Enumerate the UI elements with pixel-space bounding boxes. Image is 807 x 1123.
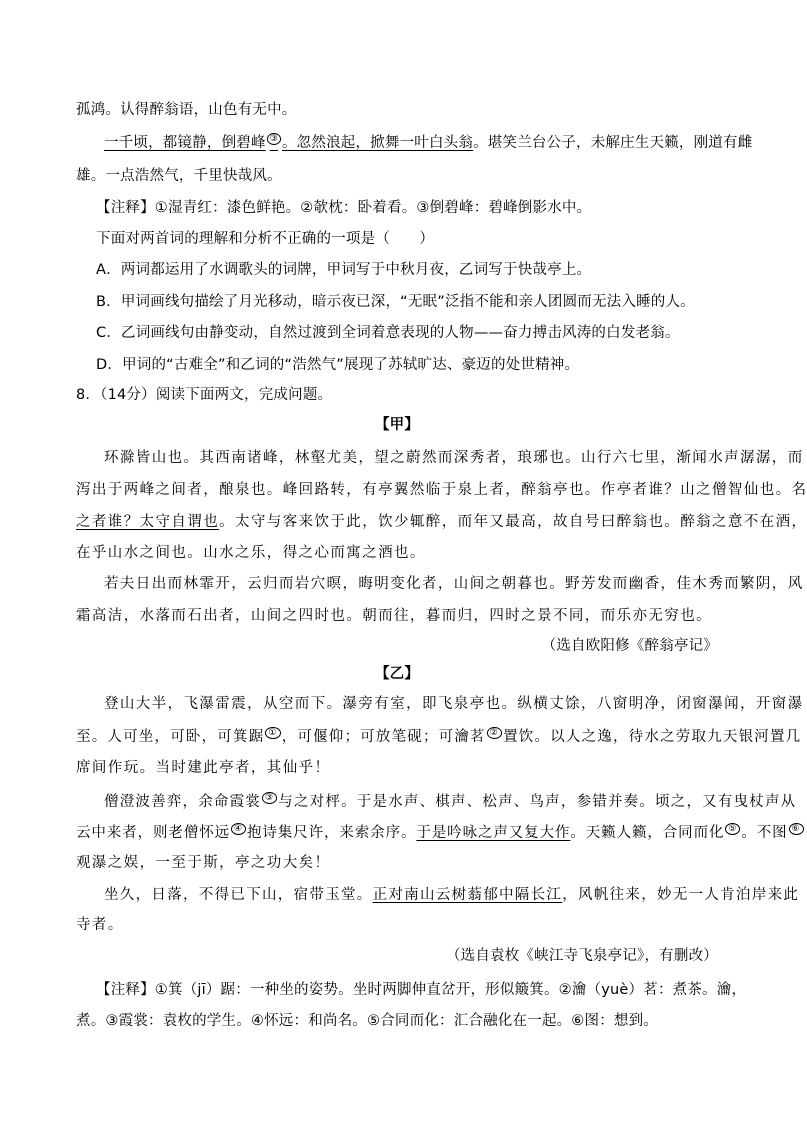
passage-text: 僧澄波善弈，余命霞裳 [104,794,261,810]
footnote-marker: ③ [267,133,281,145]
footnote-marker: ⑥ [789,823,804,835]
underlined-text: 。忽然浪起，掀舞一叶白头翁 [281,135,474,151]
underlined-phrase: 于是吟咏之声又复大作 [416,825,571,841]
source-citation: （选自欧阳修《醉翁亭记》 [541,638,718,654]
footnote-marker: ③ [262,792,277,804]
passage-text: 与之对枰。于是水声、棋声、松声、鸟声，参错并奏。顷之，又有曳杖声从 [278,794,797,810]
passage-text: ，风帆往来，妙无一人肯泊岸来此 [562,887,800,903]
option-b: B．甲词画线句描绘了月光移动，暗示夜已深，“无眠”泛指不能和亲人团圆而无法入睡的人。 [96,294,695,310]
annotation-note: 【注释】①箕（jī）踞：一种坐的姿势。坐时两脚伸直岔开，形似簸箕。②瀹（yuè）茗：煮茶。瀹， [96,982,747,998]
passage-line: 若夫日出而林霏开，云归而岩穴暝，晦明变化者，山间之朝暮也。野芳发而幽香，佳木秀而繁阴，风 [104,576,804,592]
annotation-note: 【注释】①湿青红：漆色鲜艳。②欹枕：卧着看。③倒碧峰：碧峰倒影水中。 [96,200,592,216]
section-title-yi: 【乙】 [374,666,420,682]
annotation-note: 煮。③霞裳：袁枚的学生。④怀远：和尚名。⑤合同而化：汇合融化在一起。⑥图：想到。 [76,1013,658,1029]
underlined-phrase [104,135,473,151]
passage-text: 。不图 [741,825,788,841]
option-d: D．甲词的“古难全”和乙词的“浩然气”展现了苏轼旷达、豪迈的处世精神。 [96,357,580,373]
passage-text: 云中来者，则老僧怀远 [76,825,230,841]
passage-line [104,885,800,905]
passage-text: 。天籁人籁，合同而化 [570,825,725,841]
underlined-phrase: 之者谁？太守自谓也 [76,514,220,530]
passage-line: 登山大半，飞瀑雷震，从空而下。瀑旁有室，即飞泉亭也。纵横丈馀，八窗明净，闭窗瀑闻，开窗瀑 [104,696,804,712]
passage-text: 坐久，日落，不得已下山，宿带玉堂。 [104,887,373,903]
poem-line-underlined [104,133,754,153]
passage-text: 置饮。以人之逸，待水之劳取九天银河置几 [503,729,802,745]
passage-text: 。太守与客来饮于此，饮少辄醉，而年又最高，故自号曰醉翁也。醉翁之意不在酒， [219,514,807,530]
passage-line: 泻出于两峰之间者，酿泉也。峰回路转，有亭翼然临于泉上者，醉翁亭也。作亭者谁？山之僧智仙也。名 [76,482,807,498]
underlined-phrase: 正对南山云树蓊郁中隔长江 [372,887,563,903]
poem-line: 雄。一点浩然气，千里快哉风。 [76,168,282,184]
footnote-marker: ⑤ [725,823,740,835]
passage-line [76,823,801,843]
footnote-marker: ① [265,727,280,739]
passage-text: 抱诗集尺许，来索余序。 [246,825,417,841]
passage-line: 在乎山水之间也。山水之乐，得之心而寓之酒也。 [76,545,426,561]
passage-line [76,727,802,747]
section-title-jia: 【甲】 [374,417,420,433]
underlined-text: 一千顷，都镜静，倒碧峰 [104,135,266,151]
source-citation: （选自袁枚《峡江寺飞泉亭记》，有删改） [445,948,718,964]
poem-line: 孤鸿。认得醉翁语，山色有无中。 [76,102,297,118]
poem-text: 。堪笑兰台公子，未解庄生天籁，刚道有雌 [473,135,753,151]
passage-line: 寺者。 [76,917,124,933]
footnote-marker: ② [487,727,502,739]
question-heading: 8．（14分）阅读下面两文，完成问题。 [76,387,333,403]
option-c: C．乙词画线句由静变动，自然过渡到全词着意表现的人物——奋力搏击风涛的白发老翁。 [96,325,680,341]
passage-line: 观瀑之娱，一至于斯，亭之功大矣！ [76,855,331,871]
passage-text: ，可偃仰；可放笔砚；可瀹茗 [281,729,486,745]
passage-line [76,512,807,532]
passage-line: 席间作玩。当时建此亭者，其仙乎！ [76,760,331,776]
passage-line: 环滁皆山也。其西南诸峰，林壑尤美，望之蔚然而深秀者，琅琊也。山行六七里，渐闻水声潺潺，而 [104,450,804,466]
option-a: A．两词都运用了水调歌头的词牌，甲词写于中秋月夜，乙词写于快哉亭上。 [96,262,592,278]
passage-text: 至。人可坐，可卧，可箕踞 [76,729,265,745]
passage-line [104,792,797,812]
passage-line: 霜高洁，水落而石出者，山间之四时也。朝而往，暮而归，四时之景不同，而乐亦无穷也。 [76,608,712,624]
footnote-marker: ④ [231,823,246,835]
question-stem: 下面对两首词的理解和分析不正确的一项是（ ） [96,231,435,247]
